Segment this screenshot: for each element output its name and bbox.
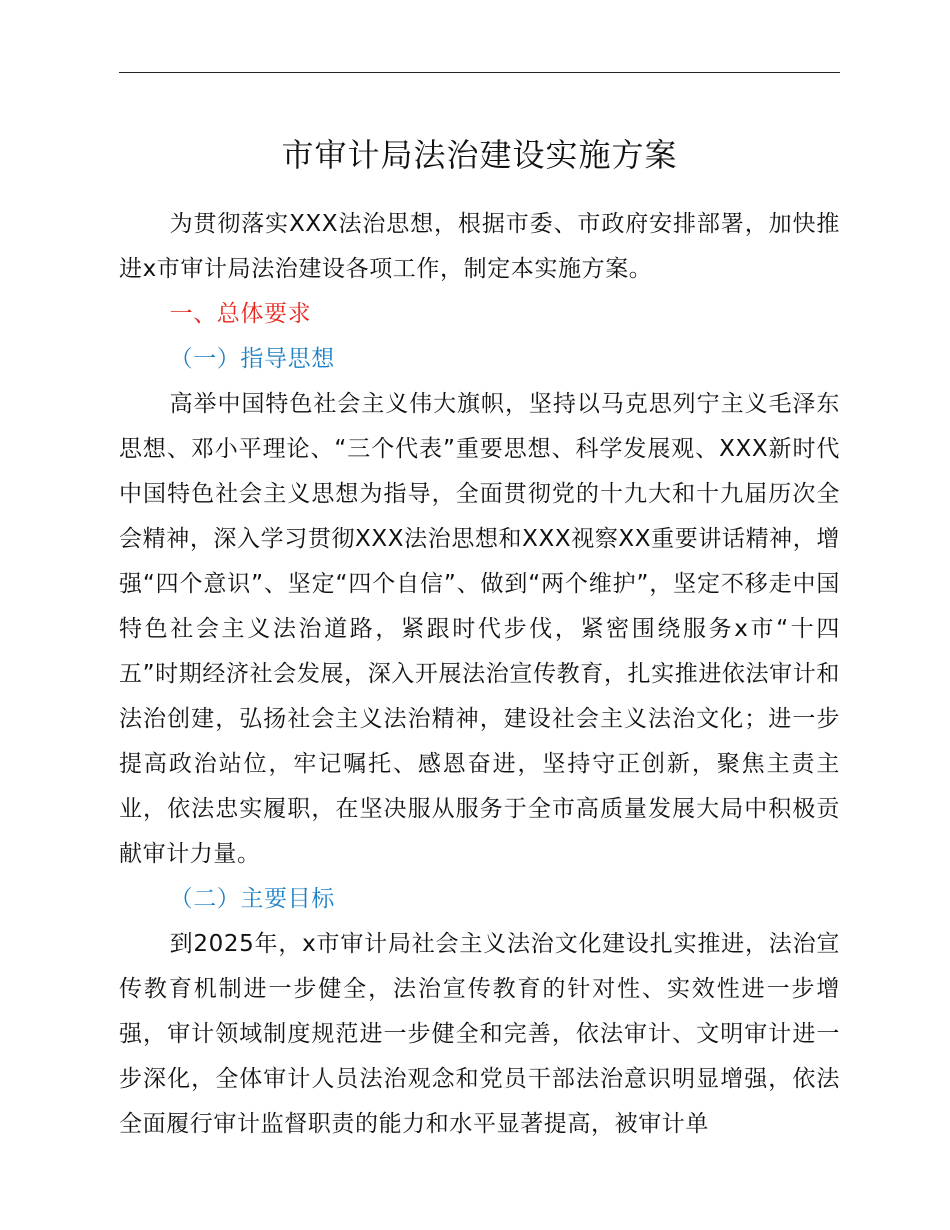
intro-paragraph: 为贯彻落实XXX法治思想，根据市委、市政府安排部署，加快推进x市审计局法治建设各项工作，制定本实施方案。 bbox=[119, 211, 840, 282]
guiding-thought-paragraph: 高举中国特色社会主义伟大旗帜，坚持以马克思列宁主义毛泽东思想、邓小平理论、“三个代表”重要思想、科学发展观、XXX新时代中国特色社会主义思想为指导，全面贯彻党的十九大和十九届历次全会精神，深入学习贯彻XXX法治思想和XXX视察XX重要讲话精神，增强“四个意识”、坚定“四个自信”、做到“两个维护”，坚定不移走中国特色社会主义法治道路，紧跟时代步伐，紧密围绕服务x市“十四五”时期经济社会发展，深入开展法治宣传教育，扎实推进依法审计和法治创建，弘扬社会主义法治精神，建设社会主义法治文化；进一步提高政治站位，牢记嘱托、感恩奋进，坚持守正创新，聚焦主责主业，依法忠实履职，在坚决服从服务于全市高质量发展大局中积极贡献审计力量。 bbox=[119, 391, 840, 867]
document-body bbox=[119, 202, 840, 1147]
header-rule bbox=[119, 72, 840, 73]
subsection-heading-guiding-thought: （一）指导思想 bbox=[169, 346, 335, 372]
document-title: 市审计局法治建设实施方案 bbox=[281, 136, 678, 174]
section-heading-general-requirements: 一、总体要求 bbox=[169, 301, 312, 327]
main-goals-paragraph: 到2025年，x市审计局社会主义法治文化建设扎实推进，法治宣传教育机制进一步健全，法治宣传教育的针对性、实效性进一步增强，审计领域制度规范进一步健全和完善，依法审计、文明审计进一步深化，全体审计人员法治观念和党员干部法治意识明显增强，依法全面履行审计监督职责的能力和水平显著提高，被审计单 bbox=[119, 931, 840, 1137]
subsection-heading-main-goals: （二）主要目标 bbox=[169, 886, 335, 912]
